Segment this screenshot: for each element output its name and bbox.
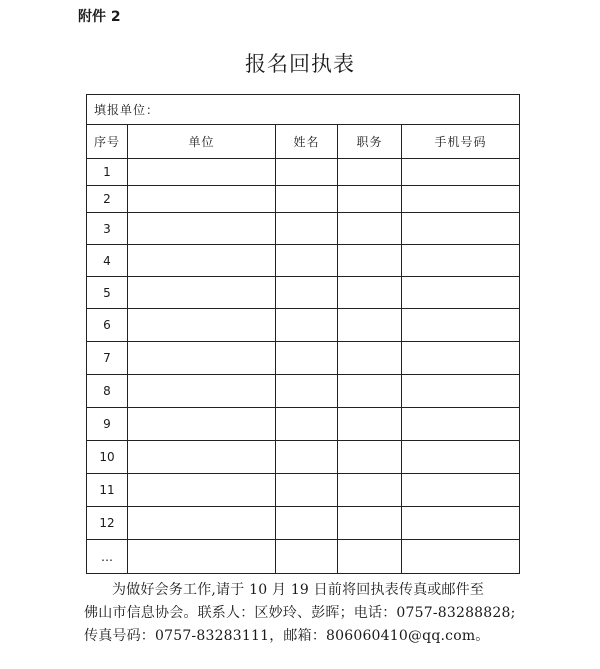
name-cell[interactable] [276, 159, 338, 186]
position-cell[interactable] [338, 245, 402, 277]
table-row [87, 159, 520, 186]
column-header-serial: 序号 [87, 125, 128, 159]
row-number: 8 [87, 375, 128, 408]
name-cell[interactable] [276, 186, 338, 213]
unit-cell[interactable] [128, 277, 276, 309]
unit-cell[interactable] [128, 408, 276, 441]
name-cell[interactable] [276, 342, 338, 375]
unit-cell[interactable] [128, 507, 276, 540]
phone-cell[interactable] [402, 474, 520, 507]
position-cell[interactable] [338, 159, 402, 186]
header-row [87, 125, 520, 159]
unit-cell[interactable] [128, 159, 276, 186]
phone-cell[interactable] [402, 245, 520, 277]
table-row [87, 277, 520, 309]
name-cell[interactable] [276, 507, 338, 540]
registration-form-table [86, 94, 520, 574]
unit-cell[interactable] [128, 375, 276, 408]
column-header-position: 职务 [338, 125, 402, 159]
table-row [87, 375, 520, 408]
name-cell[interactable] [276, 474, 338, 507]
footnote-line: 佛山市信息协会。联系人：区妙玲、彭晖；电话：0757-83288828; [84, 605, 516, 621]
unit-row [87, 95, 520, 125]
position-cell[interactable] [338, 213, 402, 245]
column-header-unit: 单位 [128, 125, 276, 159]
row-number: 9 [87, 408, 128, 441]
row-number: 6 [87, 309, 128, 342]
phone-cell[interactable] [402, 408, 520, 441]
footnote-line: 传真号码：0757-83283111，邮箱：806060410@qq.com。 [84, 628, 490, 644]
table-row [87, 213, 520, 245]
row-number: 12 [87, 507, 128, 540]
row-number: 2 [87, 186, 128, 213]
unit-cell[interactable] [128, 245, 276, 277]
position-cell[interactable] [338, 540, 402, 574]
unit-label-cell[interactable]: 填报单位： [87, 95, 520, 125]
unit-cell[interactable] [128, 540, 276, 574]
row-number: … [87, 540, 128, 574]
name-cell[interactable] [276, 277, 338, 309]
footnote [84, 579, 530, 648]
row-number: 7 [87, 342, 128, 375]
phone-cell[interactable] [402, 309, 520, 342]
position-cell[interactable] [338, 408, 402, 441]
name-cell[interactable] [276, 375, 338, 408]
table-row [87, 441, 520, 474]
unit-cell[interactable] [128, 309, 276, 342]
table-row [87, 186, 520, 213]
table-row [87, 540, 520, 574]
footnote-line: 为做好会务工作,请于 10 月 19 日前将回执表传真或邮件至 [112, 582, 485, 598]
table-row [87, 507, 520, 540]
name-cell[interactable] [276, 408, 338, 441]
unit-cell[interactable] [128, 441, 276, 474]
row-number: 4 [87, 245, 128, 277]
row-number: 11 [87, 474, 128, 507]
phone-cell[interactable] [402, 507, 520, 540]
name-cell[interactable] [276, 245, 338, 277]
table-row [87, 309, 520, 342]
name-cell[interactable] [276, 540, 338, 574]
unit-cell[interactable] [128, 186, 276, 213]
position-cell[interactable] [338, 441, 402, 474]
phone-cell[interactable] [402, 277, 520, 309]
phone-cell[interactable] [402, 186, 520, 213]
unit-cell[interactable] [128, 213, 276, 245]
row-number: 1 [87, 159, 128, 186]
name-cell[interactable] [276, 441, 338, 474]
table-row [87, 474, 520, 507]
page-title: 报名回执表 [245, 52, 355, 76]
attachment-label: 附件 2 [78, 9, 121, 25]
position-cell[interactable] [338, 342, 402, 375]
name-cell[interactable] [276, 213, 338, 245]
table-row [87, 408, 520, 441]
column-header-name: 姓名 [276, 125, 338, 159]
phone-cell[interactable] [402, 540, 520, 574]
phone-cell[interactable] [402, 375, 520, 408]
unit-cell[interactable] [128, 474, 276, 507]
name-cell[interactable] [276, 309, 338, 342]
position-cell[interactable] [338, 186, 402, 213]
row-number: 10 [87, 441, 128, 474]
position-cell[interactable] [338, 474, 402, 507]
position-cell[interactable] [338, 507, 402, 540]
position-cell[interactable] [338, 375, 402, 408]
row-number: 3 [87, 213, 128, 245]
column-header-phone: 手机号码 [402, 125, 520, 159]
row-number: 5 [87, 277, 128, 309]
phone-cell[interactable] [402, 441, 520, 474]
position-cell[interactable] [338, 277, 402, 309]
phone-cell[interactable] [402, 213, 520, 245]
table-row [87, 245, 520, 277]
table-row [87, 342, 520, 375]
position-cell[interactable] [338, 309, 402, 342]
phone-cell[interactable] [402, 159, 520, 186]
phone-cell[interactable] [402, 342, 520, 375]
unit-cell[interactable] [128, 342, 276, 375]
